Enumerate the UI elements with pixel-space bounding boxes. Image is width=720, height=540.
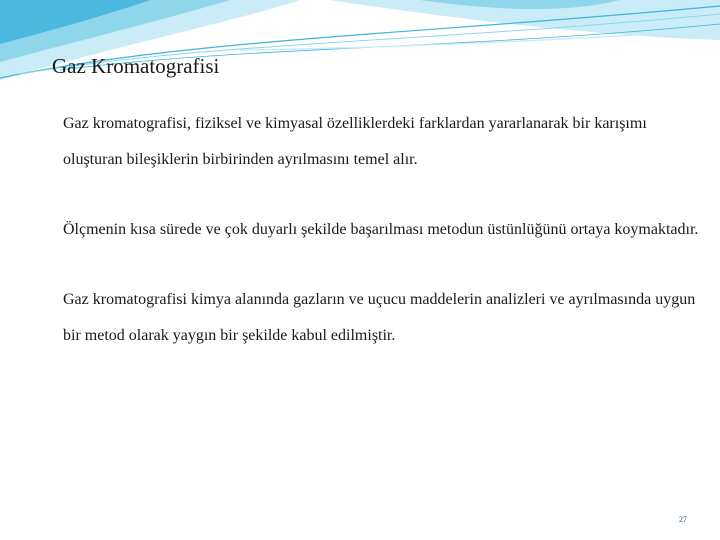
page-number: 27 — [679, 515, 687, 524]
paragraph-1: Gaz kromatografisi, fiziksel ve kimyasal özelliklerdeki farklardan yararlanarak bir karışımı oluşturan bileşiklerin birbirinden ayrılmasını temel alır. — [63, 115, 647, 168]
slide-body — [63, 106, 703, 354]
paragraph-3: Gaz kromatografisi kimya alanında gazların ve uçucu maddelerin analizleri ve ayrılmasında uygun bir metod olarak yaygın bir şekilde kabul edilmiştir. — [63, 291, 696, 344]
slide-title: Gaz Kromatografisi — [52, 54, 220, 78]
paragraph-2: Ölçmenin kısa sürede ve çok duyarlı şekilde başarılması metodun üstünlüğünü ortaya koymaktadır. — [63, 221, 699, 238]
